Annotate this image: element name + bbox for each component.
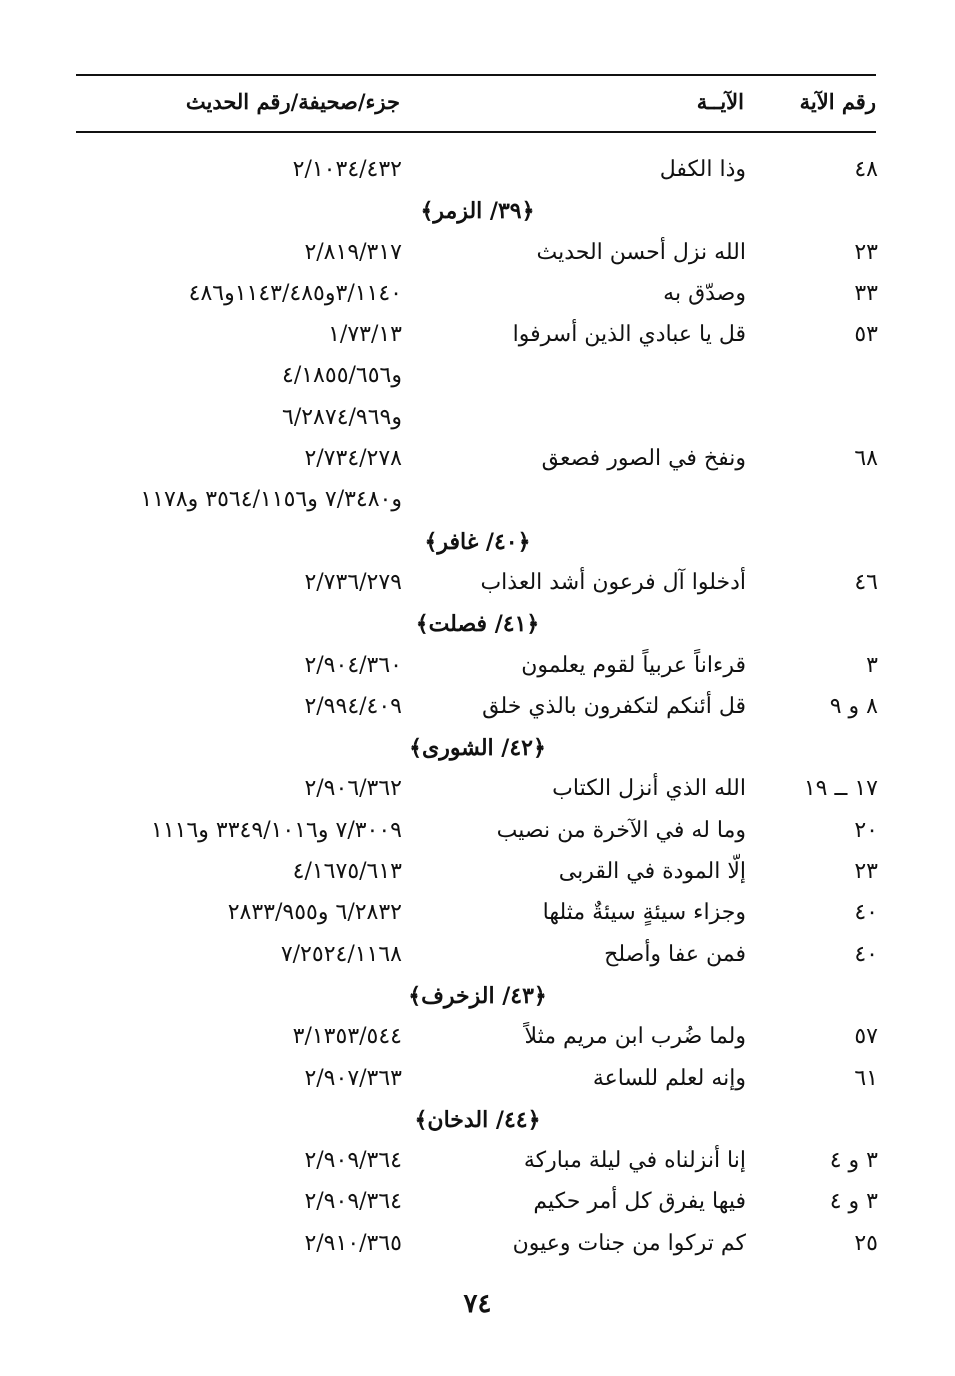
surah-heading: ﴿٤١/ فصلت﴾ bbox=[415, 611, 540, 638]
table-row bbox=[0, 646, 955, 687]
table-row bbox=[0, 852, 955, 893]
table-row bbox=[0, 687, 955, 728]
hadith-reference: ٢/٩٠٩/٣٦٤ bbox=[304, 1148, 402, 1174]
table-row bbox=[0, 563, 955, 604]
table-header bbox=[76, 84, 876, 120]
hadith-reference: ٣/١١٤٠و١١٤٣/٤٨٥و٤٨٦ bbox=[188, 280, 402, 306]
ayah-number: ٤٠ bbox=[854, 941, 878, 967]
ayah-text: إلّا المودة في القربى bbox=[558, 859, 746, 885]
ayah-text: كم تركوا من جنات وعيون bbox=[512, 1230, 746, 1256]
ayah-text: أدخلوا آل فرعون أشد العذاب bbox=[480, 569, 746, 595]
table-row bbox=[0, 315, 955, 356]
ayah-text: الله الذي أنزل الكتاب bbox=[552, 776, 746, 802]
surah-heading-row bbox=[0, 976, 955, 1017]
table-row bbox=[0, 1141, 955, 1182]
hadith-reference: ٢/٧٣٦/٢٧٩ bbox=[304, 569, 402, 595]
table-row bbox=[0, 1182, 955, 1223]
hadith-reference: ٤/١٦٧٥/٦١٣ bbox=[292, 859, 402, 885]
hadith-reference: و٧/٣٤٨٠ و٣٥٦٤/١١٥٦ و١١٧٨ bbox=[140, 487, 402, 513]
ayah-number: ٤٦ bbox=[854, 569, 878, 595]
table-row bbox=[0, 233, 955, 274]
ayah-column-header: الآيــة bbox=[696, 89, 744, 114]
table-row bbox=[0, 439, 955, 480]
ayah-text: الله نزل أحسن الحديث bbox=[536, 239, 746, 265]
table-row bbox=[0, 398, 955, 439]
header-bottom-rule bbox=[76, 131, 876, 133]
hadith-reference: ٣/١٣٥٣/٥٤٤ bbox=[292, 1024, 402, 1050]
ayah-number: ٥٧ bbox=[854, 1024, 878, 1050]
ayah-text: وذا الكفل bbox=[659, 157, 746, 182]
ayah-number: ٢٣ bbox=[854, 239, 878, 265]
ayah-number: ٢٥ bbox=[854, 1230, 878, 1256]
hadith-reference: ٢/١٠٣٤/٤٣٢ bbox=[292, 157, 402, 182]
surah-heading-row bbox=[0, 1100, 955, 1141]
ayah-text: وجزاء سيئةٍ سيئةٌ مثلها bbox=[542, 900, 746, 926]
hadith-reference: ١/٧٣/١٣ bbox=[328, 322, 402, 348]
ayah-number: ٤٨ bbox=[854, 157, 878, 182]
ayah-number-column-header: رقم الآية bbox=[799, 89, 876, 114]
ayah-number: ٦١ bbox=[854, 1065, 878, 1091]
ayah-text: قرءاناً عربياً لقوم يعلمون bbox=[521, 652, 746, 678]
surah-heading-row bbox=[0, 522, 955, 563]
ayah-text: إنا أنزلناه في ليلة مباركة bbox=[523, 1148, 746, 1174]
hadith-reference: ٢/٩٠٦/٣٦٢ bbox=[304, 776, 402, 802]
ayah-number: ٣ و ٤ bbox=[829, 1189, 878, 1215]
header-top-rule bbox=[76, 74, 876, 76]
hadith-reference: و٦/٢٨٧٤/٩٦٩ bbox=[282, 404, 402, 430]
hadith-reference: ٢/٩١٠/٣٦٥ bbox=[304, 1230, 402, 1256]
surah-heading: ﴿٤٢/ الشورى﴾ bbox=[409, 735, 546, 762]
ayah-number: ٦٨ bbox=[854, 446, 878, 472]
ayah-number: ٨ و ٩ bbox=[829, 693, 878, 719]
ayah-number: ٤٠ bbox=[854, 900, 878, 926]
ayah-number: ٥٣ bbox=[854, 322, 878, 348]
table-row bbox=[0, 480, 955, 521]
table-row bbox=[0, 1059, 955, 1100]
table-row bbox=[0, 811, 955, 852]
table-row bbox=[0, 274, 955, 315]
table-row bbox=[0, 356, 955, 397]
hadith-reference: ٧/٣٠٠٩ و٣٣٤٩/١٠١٦ و١١١٦ bbox=[151, 817, 402, 843]
hadith-reference: ٢/٨١٩/٣١٧ bbox=[304, 239, 402, 265]
ayah-number: ٢٠ bbox=[854, 817, 878, 843]
table-row bbox=[0, 1017, 955, 1058]
table-row bbox=[0, 1224, 955, 1265]
ayah-text: ولما ضُرب ابن مريم مثلاً bbox=[524, 1024, 746, 1050]
surah-heading: ﴿٤٣/ الزخرف﴾ bbox=[408, 982, 547, 1009]
index-table-body bbox=[0, 150, 955, 1265]
hadith-reference: ٢/٩٩٤/٤٠٩ bbox=[304, 693, 402, 719]
table-row bbox=[0, 935, 955, 976]
table-row bbox=[0, 150, 955, 191]
hadith-reference: ٢/٩٠٩/٣٦٤ bbox=[304, 1189, 402, 1215]
ayah-text: وما له في الآخرة من نصيب bbox=[496, 817, 746, 843]
hadith-reference: ٢/٩٠٧/٣٦٣ bbox=[304, 1065, 402, 1091]
hadith-reference: ٧/٢٥٢٤/١١٦٨ bbox=[280, 941, 402, 967]
table-row bbox=[0, 893, 955, 934]
ayah-text: وإنه لعلم للساعة bbox=[592, 1065, 746, 1091]
page-number: ٧٤ bbox=[463, 1289, 492, 1319]
ayah-text: ونفخ في الصور فصعق bbox=[541, 446, 746, 472]
ayah-number: ٣ و ٤ bbox=[829, 1148, 878, 1174]
surah-heading: ﴿٣٩/ الزمر﴾ bbox=[420, 198, 535, 225]
ayah-text: فيها يفرق كل أمر حكيم bbox=[533, 1189, 746, 1215]
table-row bbox=[0, 769, 955, 810]
ayah-text: قل أئنكم لتكفرون بالذي خلق bbox=[482, 693, 746, 719]
ayah-number: ٢٣ bbox=[854, 859, 878, 885]
ayah-text: فمن عفا وأصلح bbox=[604, 941, 746, 967]
surah-heading: ﴿٤٠/ غافر﴾ bbox=[424, 528, 531, 555]
surah-heading-row bbox=[0, 191, 955, 232]
hadith-reference: ٦/٢٨٣٢ و٢٨٣٣/٩٥٥ bbox=[227, 900, 402, 926]
ayah-number: ١٧ ــ ١٩ bbox=[803, 776, 878, 802]
ayah-number: ٣٣ bbox=[854, 280, 878, 306]
reference-column-header: جزء/صحيفة/رقم الحديث bbox=[185, 89, 400, 114]
surah-heading-row bbox=[0, 604, 955, 645]
surah-heading-row bbox=[0, 728, 955, 769]
surah-heading: ﴿٤٤/ الدخان﴾ bbox=[414, 1106, 541, 1133]
hadith-reference: ٢/٧٣٤/٢٧٨ bbox=[304, 446, 402, 472]
ayah-text: وصدّق به bbox=[663, 280, 746, 306]
ayah-text: قل يا عبادي الذين أسرفوا bbox=[512, 322, 746, 348]
hadith-reference: ٢/٩٠٤/٣٦٠ bbox=[304, 652, 402, 678]
ayah-number: ٣ bbox=[866, 652, 878, 678]
hadith-reference: و٤/١٨٥٥/٦٥٦ bbox=[282, 363, 402, 389]
